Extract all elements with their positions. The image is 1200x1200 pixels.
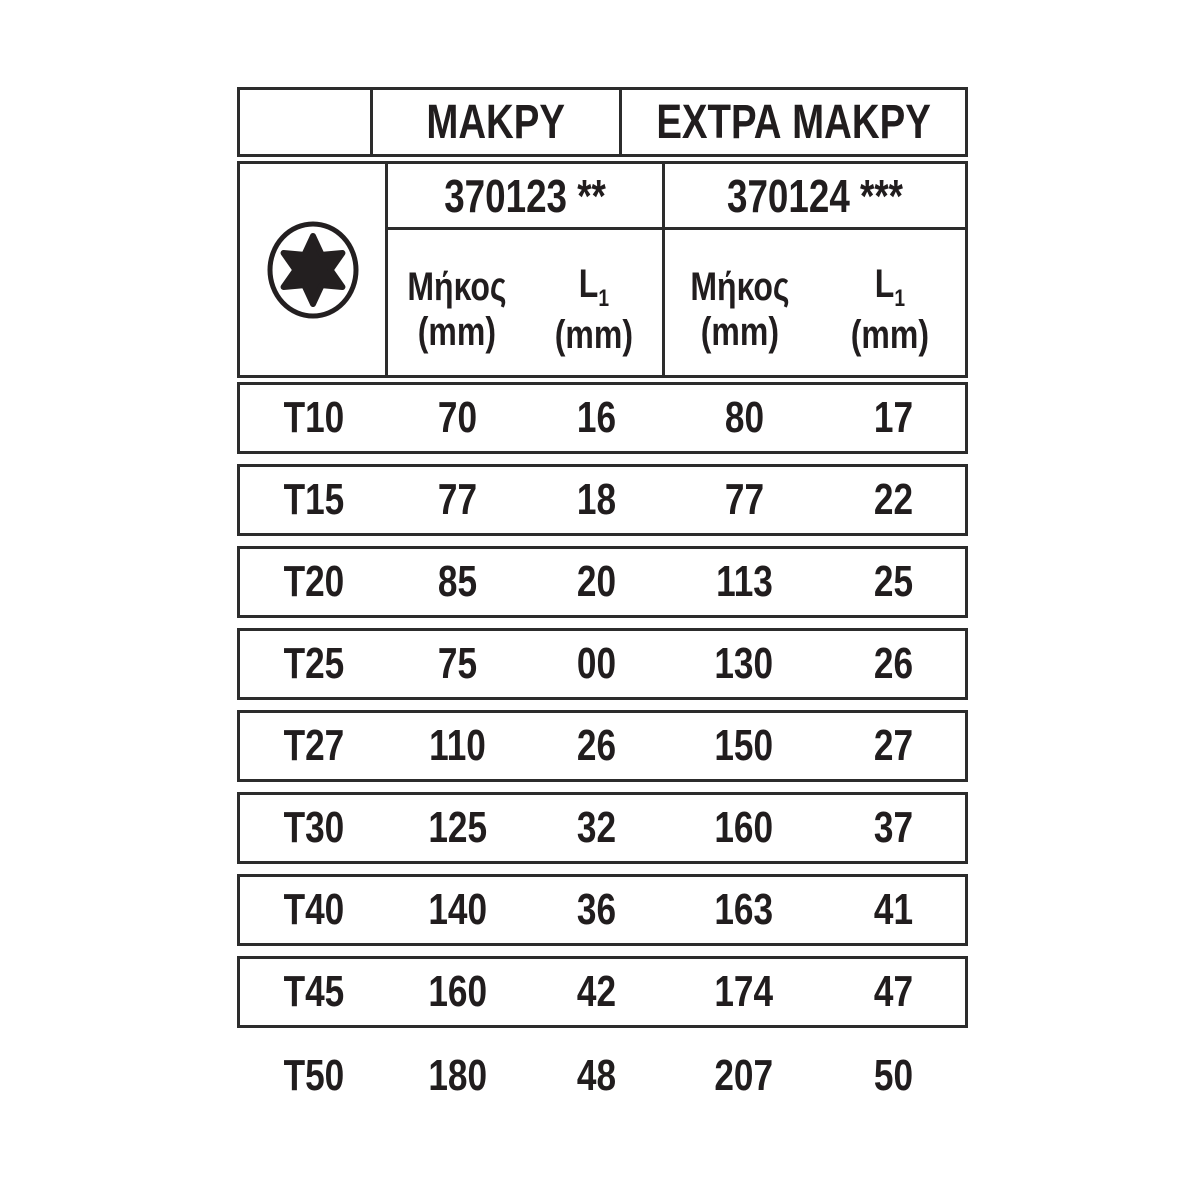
table-row <box>237 710 968 782</box>
makry-length-value: 75 <box>437 639 478 688</box>
units-group-makry <box>388 230 665 375</box>
header-group-extra-makry <box>622 90 965 154</box>
size-label: T27 <box>283 721 345 770</box>
length-header-makry: Μήκος (mm) <box>406 264 507 354</box>
extra-makry-length-value: 174 <box>714 967 774 1016</box>
extra-makry-length-value: 77 <box>724 475 764 524</box>
makry-length-value: 77 <box>437 475 478 524</box>
table-row <box>237 382 968 454</box>
makry-l1-value: 16 <box>576 393 617 442</box>
extra-makry-l1-value: 27 <box>873 721 914 770</box>
makry-l1-value: 18 <box>576 475 617 524</box>
makry-l1-value: 26 <box>576 721 617 770</box>
units-group-extra-makry <box>665 230 965 375</box>
size-label: T45 <box>283 967 345 1016</box>
size-label: T30 <box>283 803 345 852</box>
table-subheader-section <box>237 161 968 378</box>
table-header-row <box>237 87 968 157</box>
size-label: T10 <box>283 393 345 442</box>
makry-length-value: 180 <box>428 1051 487 1100</box>
table-row <box>237 956 968 1028</box>
makry-length-value: 110 <box>429 721 486 770</box>
extra-makry-length-value: 150 <box>714 721 774 770</box>
size-label: T50 <box>283 1051 345 1100</box>
l1-header-makry: $L_1$ (mm) <box>554 261 633 357</box>
extra-makry-l1-value: 17 <box>873 393 914 442</box>
extra-makry-l1-value: 37 <box>873 803 914 852</box>
size-label: T25 <box>283 639 345 688</box>
extra-makry-l1-value: 26 <box>873 639 914 688</box>
extra-makry-length-value: 113 <box>715 557 773 606</box>
product-code-extra-makry: 370124 *** <box>726 169 903 222</box>
table-row <box>237 464 968 536</box>
makry-length-value: 85 <box>437 557 478 606</box>
length-header-extra-makry: Μήκος (mm) <box>690 264 790 354</box>
size-label: T20 <box>283 557 345 606</box>
table-row <box>237 874 968 946</box>
extra-makry-l1-value: 41 <box>873 885 914 934</box>
makry-length-value: 70 <box>437 393 478 442</box>
torx-icon-cell <box>240 164 388 375</box>
extra-makry-length-value: 130 <box>714 639 774 688</box>
code-cell-makry <box>388 164 665 227</box>
header-blank-cell <box>240 90 373 154</box>
table-row <box>237 628 968 700</box>
torx-spec-table <box>237 87 968 1112</box>
makry-l1-value: 48 <box>576 1051 617 1100</box>
makry-l1-value: 32 <box>576 803 617 852</box>
makry-length-value: 140 <box>428 885 487 934</box>
l1-header-extra-makry: $L_1$ (mm) <box>850 261 930 357</box>
product-code-makry: 370123 ** <box>444 169 606 222</box>
makry-length-value: 125 <box>428 803 487 852</box>
extra-makry-length-value: 80 <box>724 393 764 442</box>
code-cell-extra-makry <box>665 164 965 227</box>
product-codes-row <box>388 164 965 230</box>
makry-l1-value: 36 <box>576 885 617 934</box>
subheader-right <box>388 164 965 375</box>
extra-makry-length-value: 207 <box>714 1051 774 1100</box>
extra-makry-l1-value: 22 <box>873 475 914 524</box>
units-header-row <box>388 230 965 375</box>
group-extra-makry-label: ΕΧΤΡΑ ΜΑΚΡΥ <box>656 95 931 149</box>
extra-makry-l1-value: 50 <box>873 1051 914 1100</box>
size-label: T15 <box>283 475 345 524</box>
extra-makry-l1-value: 47 <box>873 967 914 1016</box>
makry-l1-value: 00 <box>576 639 617 688</box>
size-label: T40 <box>283 885 345 934</box>
extra-makry-l1-value: 25 <box>873 557 914 606</box>
makry-l1-value: 42 <box>576 967 617 1016</box>
makry-l1-value: 20 <box>576 557 617 606</box>
extra-makry-length-value: 160 <box>714 803 774 852</box>
group-makry-label: ΜΑΚΡΥ <box>426 95 566 149</box>
table-row <box>237 792 968 864</box>
makry-length-value: 160 <box>428 967 487 1016</box>
table-row <box>237 546 968 618</box>
extra-makry-length-value: 163 <box>714 885 774 934</box>
table-row <box>237 1040 968 1112</box>
header-group-makry <box>373 90 622 154</box>
torx-star-icon <box>263 218 363 322</box>
table-body <box>237 382 968 1112</box>
